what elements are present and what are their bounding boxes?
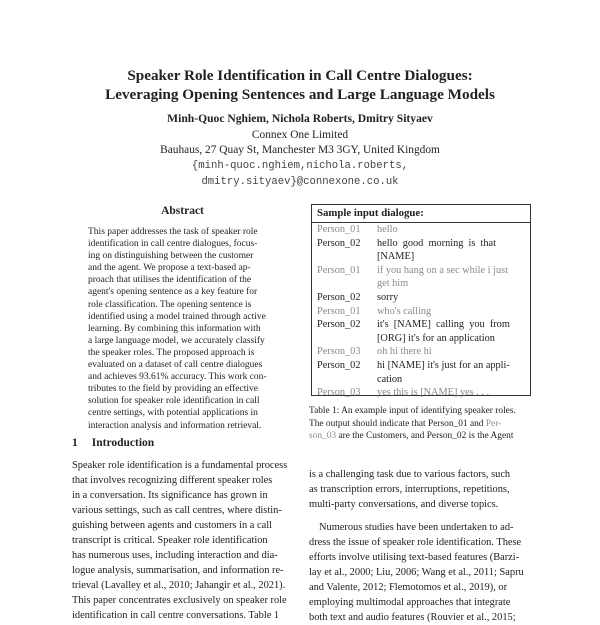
caption-text: are the Customers, and bbox=[336, 431, 427, 442]
caption-speaker-agent: Person_02 bbox=[426, 431, 467, 442]
caption-line-1: Table 1: An example input of identifying speaker roles. bbox=[309, 406, 516, 416]
title-line-2: Leveraging Opening Sentences and Large Language Models bbox=[105, 86, 495, 103]
abstract-line: learning. By combining this information with bbox=[88, 323, 261, 334]
utterance-text bbox=[377, 359, 527, 386]
email-line-2: dmitry.sityaev}@connexone.co.uk bbox=[201, 176, 399, 188]
abstract-line: evaluated on a dataset of call centre dialogues bbox=[88, 360, 263, 371]
abstract-line: tributes to the field by providing an effective bbox=[88, 384, 258, 395]
section-number: 1 bbox=[72, 437, 78, 449]
body-line: and Valente, 2012; Flemotomos et al., 2019), or bbox=[309, 582, 508, 593]
caption-speaker-customer: Per- bbox=[485, 418, 502, 429]
utterance-line: who's calling bbox=[377, 305, 432, 317]
utterance-text bbox=[377, 264, 527, 291]
dialogue-row bbox=[312, 386, 530, 400]
paragraph-gap bbox=[309, 512, 533, 520]
body-line: Numerous studies have been undertaken to ad- bbox=[319, 522, 514, 533]
utterance-line: if you hang on a sec while i just bbox=[377, 264, 508, 276]
dialogue-row bbox=[312, 223, 530, 237]
caption-speaker-agent: Person_01 bbox=[428, 418, 468, 429]
body-line: both text and audio features (Rouvier et al., 2015; bbox=[309, 612, 516, 623]
body-line: trieval (Lavalley et al., 2010; Jahangir et al., 2021). bbox=[72, 580, 286, 591]
dialogue-row bbox=[312, 359, 530, 386]
introduction-right-column bbox=[309, 467, 533, 625]
author-list: Minh-Quoc Nghiem, Nichola Roberts, Dmitry Sityaev bbox=[167, 112, 433, 125]
caption-text: is the Agent bbox=[466, 431, 514, 442]
speaker-label: Person_01 bbox=[317, 264, 361, 276]
utterance-line: hello bbox=[377, 224, 398, 235]
affiliation-address: Bauhaus, 27 Quay St, Manchester M3 3GY, United Kingdom bbox=[160, 144, 440, 156]
body-line: employing multimodal approaches that integrate bbox=[309, 597, 511, 608]
body-line: that involves recognizing different speaker roles bbox=[72, 475, 273, 486]
body-line: identification in call centre conversations. Table 1 bbox=[72, 610, 280, 621]
utterance-line: sorry bbox=[377, 291, 399, 303]
body-line: This paper concentrates exclusively on speaker role bbox=[72, 595, 287, 606]
caption-line-3 bbox=[309, 430, 533, 443]
utterance-line: [ORG] it's for an application bbox=[377, 332, 495, 344]
abstract-line: proach that utilises the identification of the bbox=[88, 275, 252, 286]
body-line: multi-party conversations, and diverse topics. bbox=[309, 499, 499, 510]
speaker-label: Person_02 bbox=[317, 319, 361, 331]
abstract-line: ing on distinguishing between the customer bbox=[88, 251, 254, 262]
utterance-text bbox=[377, 345, 527, 359]
abstract-line: identified using a model trained through active bbox=[88, 311, 266, 322]
dialogue-row bbox=[312, 305, 530, 319]
dialogue-row bbox=[312, 345, 530, 359]
speaker-label: Person_03 bbox=[317, 387, 361, 399]
body-line: in a conversation. Its significance has grown in bbox=[72, 490, 268, 501]
speaker-label: Person_02 bbox=[317, 291, 361, 303]
dialogue-row bbox=[312, 237, 530, 264]
abstract-line: solution for speaker role identification in call bbox=[88, 396, 260, 407]
abstract-line: and the agent. We propose a text-based ap- bbox=[88, 263, 251, 274]
abstract-line: identification in call centre dialogues, focus- bbox=[88, 239, 258, 250]
utterance-text bbox=[377, 291, 527, 305]
utterance-text bbox=[377, 237, 527, 264]
abstract-line: a large language model, we accurately classify bbox=[88, 335, 265, 346]
utterance-text bbox=[377, 305, 527, 319]
utterance-line: get him bbox=[377, 278, 409, 290]
speaker-label: Person_01 bbox=[317, 305, 361, 317]
introduction-left-column bbox=[72, 458, 297, 623]
speaker-label: Person_01 bbox=[317, 224, 361, 235]
abstract-heading: Abstract bbox=[161, 205, 204, 217]
speaker-label: Person_02 bbox=[317, 237, 361, 249]
sample-dialogue-heading: Sample input dialogue: bbox=[312, 205, 530, 223]
abstract-line: interaction analysis and information retrieval. bbox=[88, 420, 262, 431]
abstract-line: role classification. The opening sentence is bbox=[88, 299, 252, 310]
title-line-1: Speaker Role Identification in Call Centre Dialogues: bbox=[127, 67, 473, 84]
dialogue-row bbox=[312, 318, 530, 345]
dialogue-rows bbox=[312, 223, 530, 400]
utterance-line: hi [NAME] it's just for an appli- bbox=[377, 359, 510, 371]
body-line: efforts involve utilising text-based features (Barzi- bbox=[309, 552, 520, 563]
sample-dialogue-table bbox=[311, 204, 531, 399]
body-line: is a challenging task due to various factors, such bbox=[309, 469, 511, 480]
section-heading-introduction bbox=[72, 437, 168, 449]
utterance-text bbox=[377, 386, 527, 400]
body-line: as transcription errors, interruptions, repetitions, bbox=[309, 484, 510, 495]
table-caption bbox=[309, 405, 533, 443]
paper-title bbox=[0, 66, 600, 104]
dialogue-row bbox=[312, 291, 530, 305]
caption-text: and bbox=[467, 418, 486, 429]
abstract-line: centre settings, with potential applications in bbox=[88, 408, 258, 419]
caption-speaker-customer: son_03 bbox=[309, 431, 337, 442]
body-line: dress the issue of speaker role identification. These bbox=[309, 537, 522, 548]
utterance-line: yes this is [NAME] yes . . . bbox=[377, 387, 490, 399]
abstract-line: This paper addresses the task of speaker role bbox=[88, 227, 258, 237]
utterance-text bbox=[377, 223, 527, 237]
abstract-line: and achieves 93.61% accuracy. This work con- bbox=[88, 372, 267, 383]
abstract-text bbox=[88, 226, 278, 432]
caption-text: The output should indicate that bbox=[309, 418, 428, 429]
utterance-line: [NAME] bbox=[377, 251, 415, 263]
email-line-1: {minh-quoc.nghiem,nichola.roberts, bbox=[191, 160, 409, 172]
utterance-line: it's [NAME] calling you from bbox=[377, 319, 510, 331]
body-line: logue analysis, summarisation, and information re- bbox=[72, 565, 284, 576]
caption-line-2 bbox=[309, 418, 533, 431]
body-line: lay et al., 2000; Liu, 2006; Wang et al., 2011; Sapru bbox=[309, 567, 524, 578]
dialogue-row bbox=[312, 264, 530, 291]
body-line: guishing between agents and customers in a call bbox=[72, 520, 272, 531]
section-title: Introduction bbox=[91, 437, 155, 449]
body-line: has numerous uses, including interaction and dia- bbox=[72, 550, 278, 561]
utterance-text bbox=[377, 318, 527, 345]
speaker-label: Person_02 bbox=[317, 359, 361, 371]
abstract-line: the speaker roles. The proposed approach is bbox=[88, 347, 255, 358]
speaker-label: Person_03 bbox=[317, 346, 361, 358]
body-line: transcript is critical. Speaker role identification bbox=[72, 535, 268, 546]
affiliation bbox=[0, 128, 600, 190]
body-line: various settings, such as call centres, where distin- bbox=[72, 505, 282, 516]
body-line: Speaker role identification is a fundamental process bbox=[72, 460, 288, 471]
affiliation-org: Connex One Limited bbox=[251, 129, 349, 141]
abstract-line: agent's opening sentence as a key feature for bbox=[88, 287, 258, 298]
utterance-line: oh hi there hi bbox=[377, 346, 432, 358]
utterance-line: hello good morning is that bbox=[377, 237, 496, 249]
utterance-line: cation bbox=[377, 373, 403, 385]
